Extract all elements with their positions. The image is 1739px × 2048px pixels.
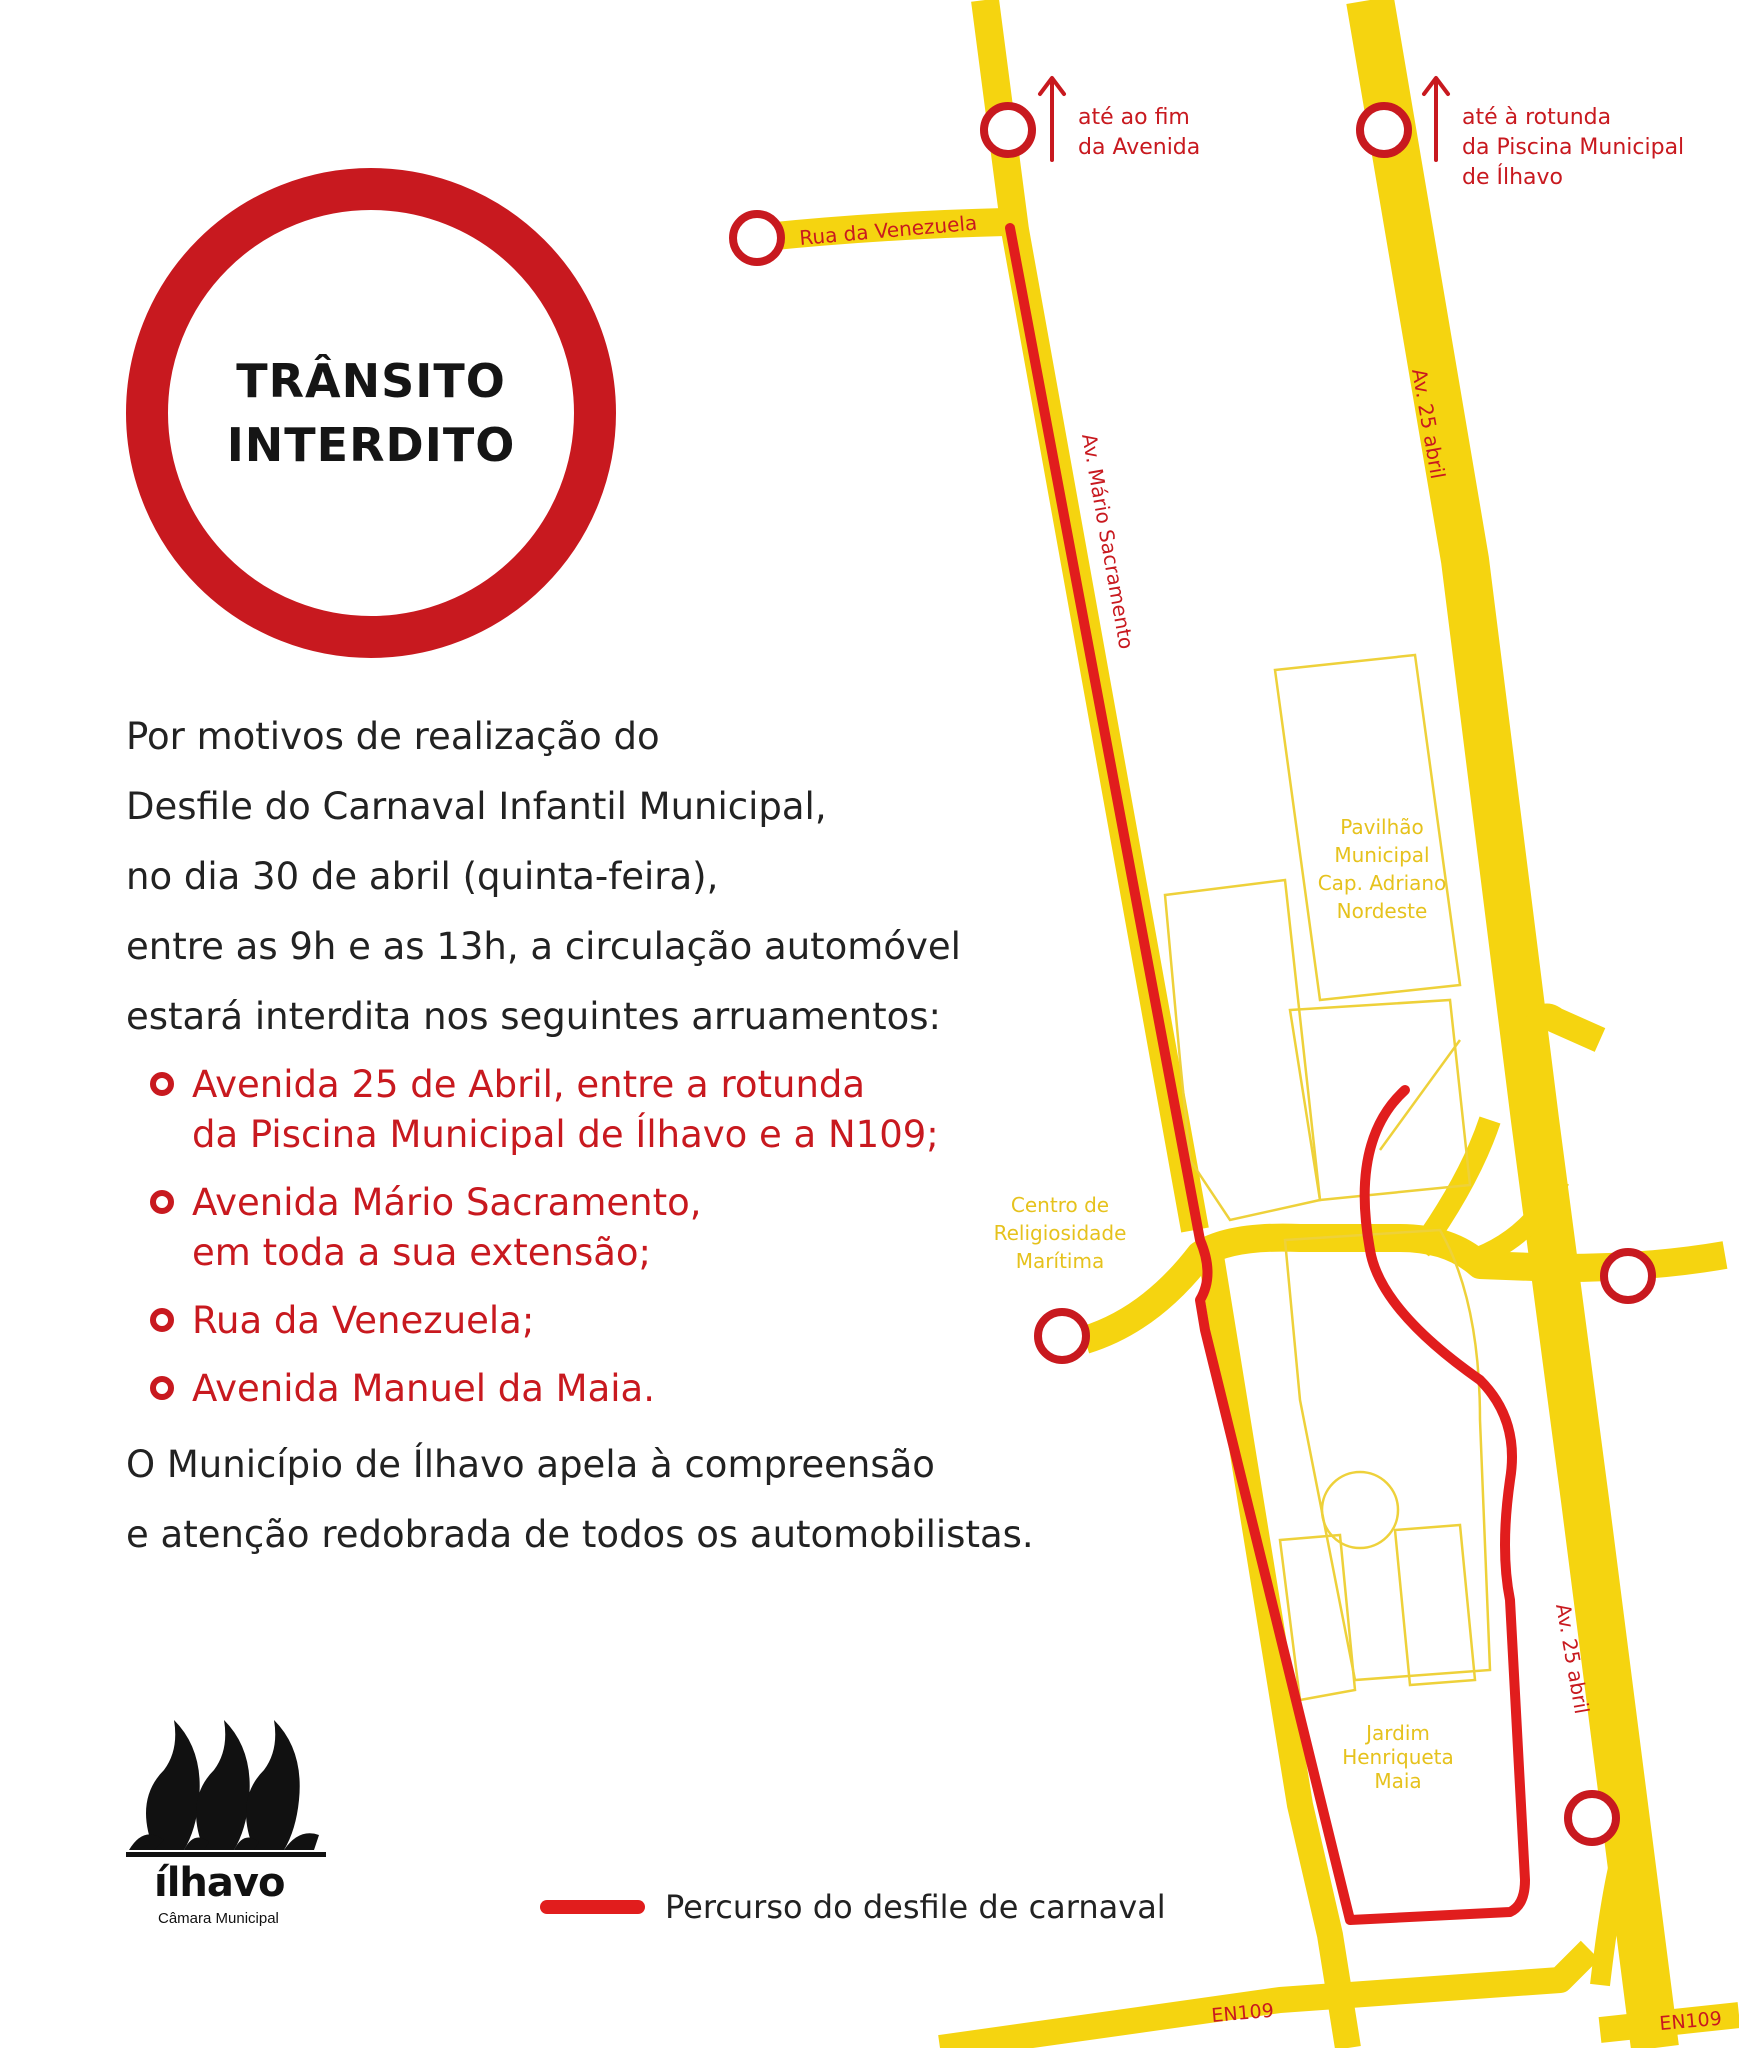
closure-marker-south [1568,1794,1616,1842]
closure-marker-25abril-north [1360,106,1408,154]
centro-label-2: Religiosidade [993,1221,1127,1245]
road-south-link [1525,1017,1600,1095]
jardim-label-2: Henriqueta [1342,1745,1454,1769]
building-outlines [1165,655,1490,1700]
closure-marker-mario-north [984,106,1032,154]
street-2-line-1: Avenida Mário Sacramento, [192,1181,702,1224]
pavilhao-label-4: Nordeste [1336,899,1428,923]
street-label-mario: Av. Mário Sacramento [1077,431,1139,651]
pavilhao-label-2: Municipal [1334,843,1430,867]
arrow-right-label-1: até à rotunda [1462,105,1612,130]
arrow-up-left [1040,78,1064,160]
sign-text [227,349,516,477]
arrow-up-right [1424,78,1448,160]
en109-label-right: EN109 [1658,2007,1723,2035]
bullet-icon [150,1190,174,1214]
intro-line-2: Desfile do Carnaval Infantil Municipal, [126,785,827,828]
list-item [150,1178,939,1278]
map-legend [540,1888,1166,1926]
street-1-line-2: da Piscina Municipal de Ílhavo e a N109; [192,1113,939,1156]
closure-marker-east [1604,1252,1652,1300]
municipality-logo [124,1710,334,1927]
closing-line-2: e atenção redobrada de todos os automobilistas. [126,1513,1034,1556]
street-label-25abril-bottom: Av. 25 abril [1551,1601,1595,1716]
closure-marker-venezuela [733,214,781,262]
street-label-venezuela: Rua da Venezuela [798,210,979,250]
list-item [150,1060,939,1160]
list-item [150,1364,939,1414]
intro-line-1: Por motivos de realização do [126,715,660,758]
centro-label-1: Centro de [1010,1193,1110,1217]
intro-line-4: entre as 9h e as 13h, a circulação automóvel [126,925,961,968]
jardim-label-3: Maia [1374,1769,1422,1793]
route-line-icon [540,1900,645,1914]
intro-line-3: no dia 30 de abril (quinta-feira), [126,855,719,898]
road-southeast-link [1600,1860,1620,1985]
pavilhao-label-1: Pavilhão [1340,815,1424,839]
sign-line-1: TRÂNSITO [236,354,506,408]
list-item [150,1296,939,1346]
sign-line-2: INTERDITO [226,418,516,472]
arrow-right-label-3: de Ílhavo [1462,165,1563,190]
logo-name: ílhavo [154,1860,285,1906]
logo-subtitle: Câmara Municipal [158,1910,279,1927]
closing-line-1: O Município de Ílhavo apela à compreensão [126,1443,935,1486]
garden-outline-3 [1395,1525,1475,1685]
no-entry-sign [126,168,616,658]
legend-label: Percurso do desfile de carnaval [665,1888,1166,1926]
arrow-left-label-2: da Avenida [1078,135,1201,160]
closed-streets-list [150,1060,939,1432]
road-en109-left [940,1950,1590,2048]
arrow-left-label-1: até ao fim [1078,105,1190,130]
bullet-icon [150,1308,174,1332]
street-4-line-1: Avenida Manuel da Maia. [192,1367,655,1410]
bullet-icon [150,1376,174,1400]
sails-icon [124,1710,334,1860]
pavilhao-label-3: Cap. Adriano [1317,871,1447,895]
bullet-icon [150,1072,174,1096]
arrow-right-label-2: da Piscina Municipal [1462,135,1685,160]
street-3-line-1: Rua da Venezuela; [192,1299,535,1342]
centro-label-3: Marítima [1015,1249,1105,1273]
street-label-25abril-top: Av. 25 abril [1407,366,1451,481]
intro-line-5: estará interdita nos seguintes arruamentos: [126,995,941,1038]
closure-marker-centro [1038,1312,1086,1360]
en109-label-left: EN109 [1210,1999,1275,2027]
jardim-label-1: Jardim [1366,1721,1430,1745]
street-1-line-1: Avenida 25 de Abril, entre a rotunda [192,1063,866,1106]
path-diagonal [1380,1040,1460,1150]
street-2-line-2: em toda a sua extensão; [192,1231,652,1274]
